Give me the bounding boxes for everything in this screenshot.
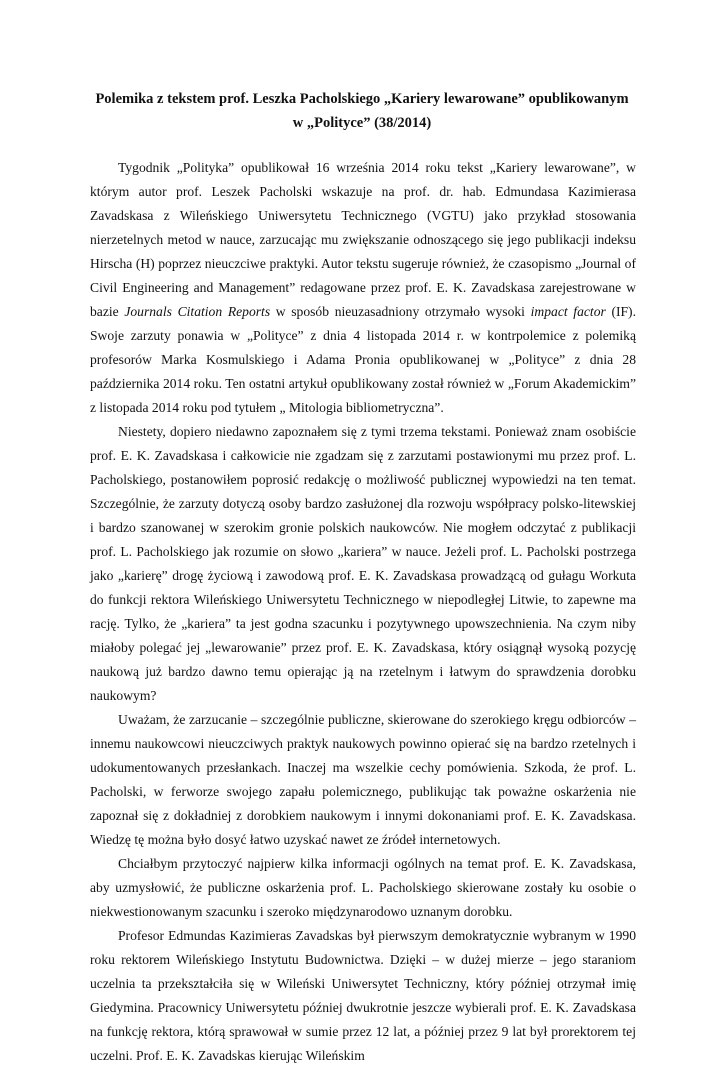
title-line-2: w „Polityce” (38/2014) (292, 115, 432, 131)
title-line-1: Polemika z tekstem prof. Leszka Pacholskiego „Kariery lewarowane” opublikowanym (95, 91, 629, 107)
paragraph-1-text-c: (IF). Swoje zarzuty ponawia w „Polityce” z dnia 4 listopada 2014 r. w kontrpolemice z polemiką profesorów Marka Kosmulskiego i Adama Pronia opublikowanej w „Polityce” z dnia 28 października 2014 roku. Ten ostatni artykuł opublikowany został również w „Forum Akademickim” z listopada 2014 roku pod tytułem „ Mitologia bibliometryczna”. (90, 304, 636, 415)
paragraph-3: Uważam, że zarzucanie – szczególnie publiczne, skierowane do szerokiego kręgu odbiorców – innemu naukowcowi nieuczciwych praktyk naukowych powinno opierać się na bardzo rzetelnych i udokumentowanych przesłankach. Inaczej ma wszelkie cechy pomówienia. Szkoda, że prof. L. Pacholski, w ferworze swojego zapału polemicznego, publikując tak poważne oskarżenia nie zapoznał się z dokładniej z dorobkiem naukowym i innymi dokonaniami prof. E. K. Zavadskasa. Wiedzę tę można było dosyć łatwo uzyskać nawet ze źródeł internetowych. (90, 712, 636, 847)
paragraph-1-text-b: w sposób nieuzasadniony otrzymało wysoki (270, 304, 531, 319)
paragraph-4: Chciałbym przytoczyć najpierw kilka informacji ogólnych na temat prof. E. K. Zavadskasa, aby uzmysłowić, że publiczne oskarżenia prof. L. Pacholskiego skierowane zostały ku osobie o niekwestionowanym szacunku i szeroko międzynarodowo uznanym dorobku. (90, 856, 636, 919)
impact-factor-italic: impact factor (530, 304, 606, 319)
document-body (90, 156, 636, 1068)
paragraph-1-text-a: Tygodnik „Polityka” opublikował 16 września 2014 roku tekst „Kariery lewarowane”, w którym autor prof. Leszek Pacholski wskazuje na prof. dr. hab. Edmundasa Kazimierasa Zavadskasa z Wileńskiego Uniwersytetu Technicznego (VGTU) jako przykład stosowania nierzetelnych metod w nauce, zarzucając mu zwiększanie odnoszącego się jego publikacji indeksu Hirscha (H) poprzez nieuczciwe praktyki. Autor tekstu sugeruje również, że czasopismo „Journal of Civil Engineering and Management” redagowane przez prof. E. K. Zavadskasa zarejestrowane w bazie (90, 160, 636, 319)
paragraph-2: Niestety, dopiero niedawno zapoznałem się z tymi trzema tekstami. Ponieważ znam osobiście prof. E. K. Zavadskasa i całkowicie nie zgadzam się z zarzutami postawionymi mu przez prof. L. Pacholskiego, postanowiłem poprosić redakcję o możliwość publicznej wypowiedzi na ten temat. Szczególnie, że zarzuty dotyczą osoby bardzo zasłużonej dla rozwoju współpracy polsko-litewskiej i bardzo szanowanej w szerokim gronie polskich naukowców. Nie mogłem odczytać z publikacji prof. L. Pacholskiego jak rozumie on słowo „kariera” w nauce. Jeżeli prof. L. Pacholski postrzega jako „karierę” drogę życiową i zawodową prof. E. K. Zavadskasa prowadzącą od gułagu Workuta do funkcji rektora Wileńskiego Uniwersytetu Technicznego w niepodległej Litwie, to zapewne ma rację. Tylko, że „kariera” ta jest godna szacunku i pozytywnego upowszechnienia. Na czym niby miałoby polegać jej „lewarowanie” przez prof. E. K. Zavadskasa, który osiągnął wysoką pozycję naukową już bardzo dawno temu opierając ją na rzetelnym i łatwym do sprawdzenia dorobku naukowym? (90, 424, 636, 703)
paragraph-5: Profesor Edmundas Kazimieras Zavadskas był pierwszym demokratycznie wybranym w 1990 roku rektorem Wileńskiego Instytutu Budownictwa. Dzięki – w dużej mierze – jego staraniom uczelnia ta przekształciła się w Wileński Uniwersytet Techniczny, który później otrzymał imię Giedymina. Pracownicy Uniwersytetu później dwukrotnie jeszcze wybierali prof. E. K. Zavadskasa na funkcję rektora, którą sprawował w sumie przez 12 lat, a później przez 9 lat był prorektorem tej uczelni. Prof. E. K. Zavadskas kierując Wileńskim (90, 928, 636, 1063)
document-title (60, 87, 664, 135)
journal-citation-reports-italic: Journals Citation Reports (124, 304, 271, 319)
paragraph-1 (90, 156, 636, 420)
